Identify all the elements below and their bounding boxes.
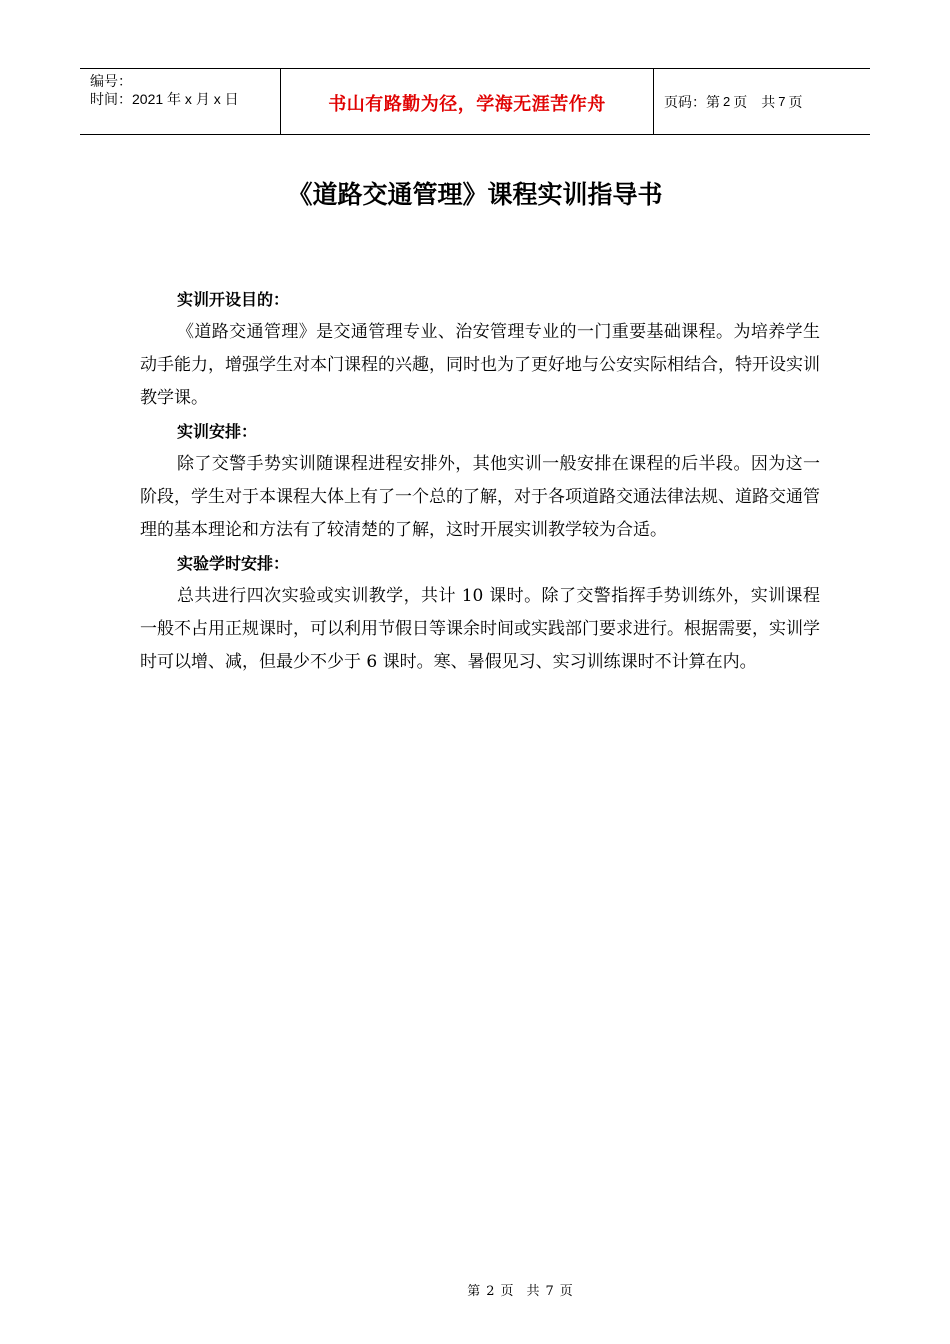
footer-current-page: 2 xyxy=(486,1284,495,1299)
page-header xyxy=(80,68,870,135)
section-heading: 实训安排： xyxy=(177,422,258,441)
section-heading: 实训开设目的： xyxy=(177,290,290,309)
header-page-number xyxy=(654,69,870,134)
date-label: 时间：2021 年 x 月 x 日 xyxy=(90,91,239,107)
section-hours xyxy=(140,547,820,679)
page-total: 7 xyxy=(778,94,786,109)
page-end: 页 xyxy=(788,94,803,111)
document-title: 《道路交通管理》课程实训指导书 xyxy=(287,180,663,209)
section-arrangement xyxy=(140,415,820,547)
section-heading: 实验学时安排： xyxy=(177,554,290,573)
document-body xyxy=(140,283,820,679)
footer-prefix: 第 xyxy=(467,1284,481,1299)
footer-total-pages: 7 xyxy=(545,1284,554,1299)
code-label: 编号： xyxy=(90,73,132,89)
header-meta xyxy=(80,69,281,134)
page-footer xyxy=(0,1280,950,1299)
page-mid: 页 共 xyxy=(733,94,776,111)
section-paragraph: 《道路交通管理》是交通管理专业、治安管理专业的一门重要基础课程。为培养学生动手能力，增强学生对本门课程的兴趣，同时也为了更好地与公安实际相结合，特开设实训教学课。 xyxy=(140,322,820,408)
section-paragraph: 总共进行四次实验或实训教学，共计 10 课时。除了交警指挥手势训练外，实训课程一般不占用正规课时，可以利用节假日等课余时间或实践部门要求进行。根据需要，实训学时可以增、减，但最少不少于 6 课时。寒、暑假见习、实习训练课时不计算在内。 xyxy=(140,586,820,672)
section-paragraph: 除了交警手势实训随课程进程安排外，其他实训一般安排在课程的后半段。因为这一阶段，学生对于本课程大体上有了一个总的了解，对于各项道路交通法律法规、道路交通管理的基本理论和方法有了较清楚的了解，这时开展实训教学较为合适。 xyxy=(140,454,820,540)
header-motto-cell xyxy=(281,69,654,134)
motto-text: 书山有路勤为径，学海无涯苦作舟 xyxy=(328,93,606,115)
footer-suffix: 页 xyxy=(559,1284,573,1299)
section-purpose xyxy=(140,283,820,415)
page-current: 2 xyxy=(723,94,731,109)
footer-mid: 页 共 xyxy=(500,1284,540,1299)
page-label: 页码：第 xyxy=(664,94,720,111)
